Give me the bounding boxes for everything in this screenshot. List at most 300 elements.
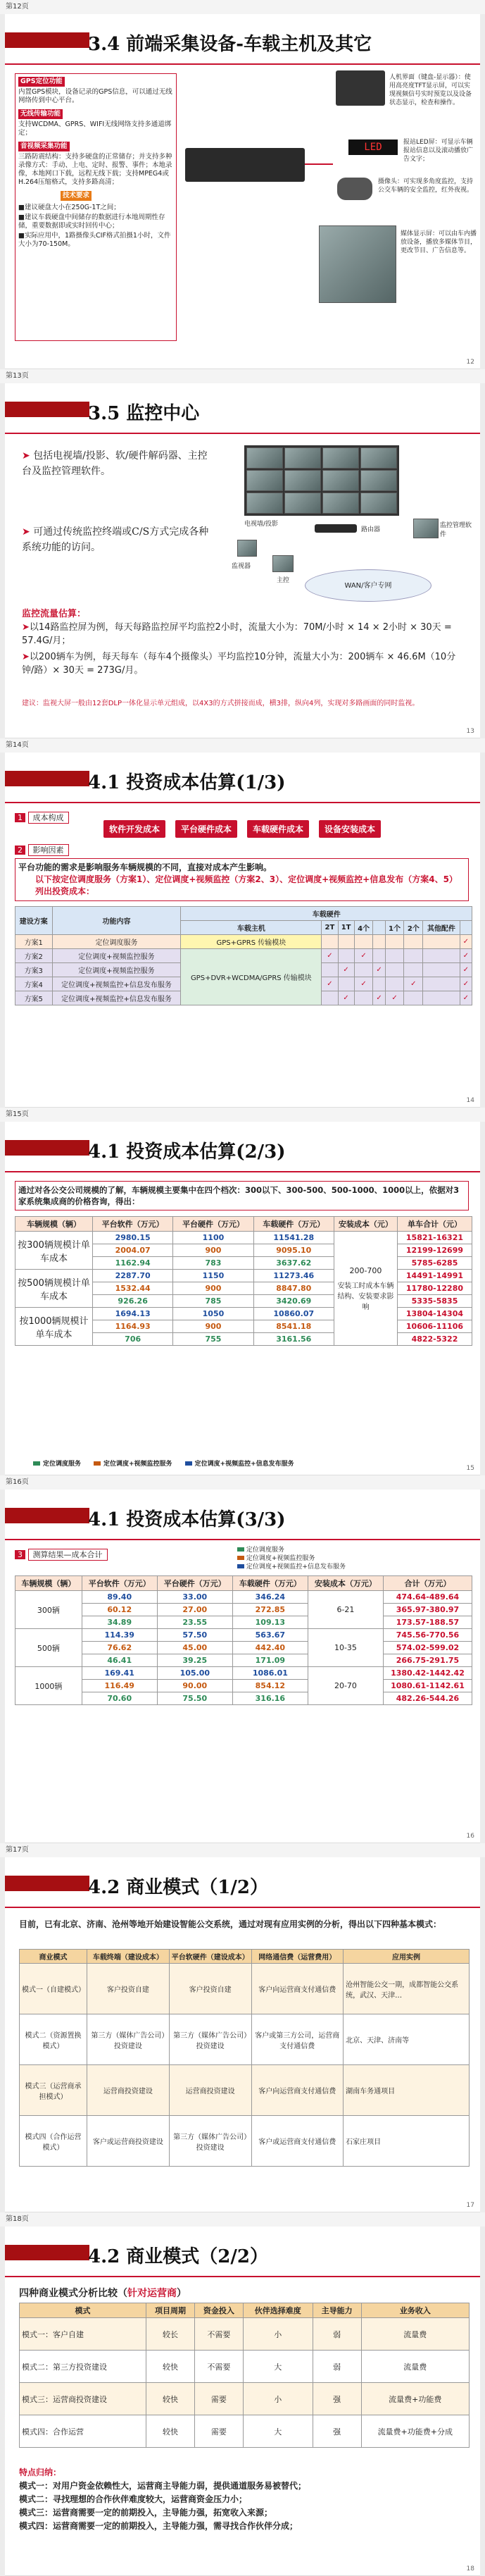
cell: 346.24	[232, 1591, 308, 1604]
cell: 9095.10	[253, 1244, 334, 1257]
total-cost-table	[15, 1575, 472, 1705]
col-plan: 建设方案	[15, 907, 53, 935]
cell: 114.39	[82, 1629, 157, 1642]
cell: 926.26	[93, 1295, 173, 1308]
legend-item	[94, 1459, 172, 1468]
tech-bullet-3	[18, 232, 173, 249]
table-row	[20, 2351, 470, 2383]
table-row	[15, 935, 472, 949]
subtitle-text: 四种商业模式分析比较（	[19, 2288, 127, 2299]
page-label-18: 第18页	[0, 2212, 485, 2227]
cell: 27.00	[157, 1604, 232, 1616]
group-name: 500辆	[15, 1629, 82, 1667]
title-bar	[5, 1508, 89, 1523]
table-row	[20, 2116, 470, 2167]
plan-name: 方案4	[15, 977, 53, 991]
plan-name: 方案1	[15, 935, 53, 949]
cell: 需要	[194, 2383, 243, 2415]
number-2-badge: 2	[15, 846, 25, 855]
cell: 北京、天津、济南等	[344, 2014, 470, 2065]
cell: 3161.56	[253, 1333, 334, 1346]
wireless-title: 无线传输功能	[18, 109, 63, 119]
install-note: 安装工时成本车辆结构、安装要求影响	[337, 1282, 394, 1311]
cell: 563.67	[232, 1629, 308, 1642]
bullet-1	[22, 448, 212, 479]
col-extra	[460, 921, 472, 935]
cell: 272.85	[232, 1604, 308, 1616]
col-scale: 车辆规模（辆）	[15, 1576, 82, 1591]
cell: 客户或运营商投资建设	[87, 2116, 170, 2167]
cell: 706	[93, 1333, 173, 1346]
cell: 较快	[146, 2383, 195, 2415]
cell: 33.00	[157, 1591, 232, 1604]
check-mark: ✓	[460, 935, 472, 949]
cell: 客户或第三方公司，运营商支付通信费	[251, 2014, 344, 2065]
table-row	[15, 1232, 472, 1244]
plan-host: GPS+GPRS 传输模块	[181, 935, 322, 949]
cell: 模式四（合作运营模式）	[20, 2116, 87, 2167]
check-mark: ✓	[338, 991, 354, 1005]
bullet-icon: ■	[18, 232, 25, 240]
bullet-text: 可通过传统监控终端或C/S方式完成各种系统功能的访问。	[22, 526, 209, 553]
group-name: 按1000辆规模计单车成本	[15, 1308, 93, 1346]
led-screen: LED	[348, 140, 398, 155]
feature-line: 模式一：对用户资金依赖性大，运营商主导能力弱，提供通道服务易被替代；	[19, 2481, 307, 2491]
slide-title: 4.2 商业模式（2/2）	[88, 2246, 268, 2267]
cost-pill-platform-hw: 平台硬件成本	[175, 820, 237, 838]
cell: 70.60	[82, 1692, 157, 1705]
check-mark: ✓	[460, 977, 472, 991]
cell: 10860.07	[253, 1308, 334, 1320]
title-bar	[5, 771, 89, 786]
cell: 大	[243, 2415, 313, 2448]
router-device	[315, 524, 357, 533]
legend-item	[185, 1459, 294, 1468]
title-bar	[5, 32, 89, 48]
cell: 5785-6285	[397, 1257, 472, 1270]
cell: 4822-5322	[397, 1333, 472, 1346]
cell: 强	[313, 2415, 361, 2448]
cell: 1532.44	[93, 1282, 173, 1295]
plan-function: 定位调度+视频监控+信息发布服务	[52, 977, 181, 991]
suggestion: 建议：监视大屏一般由12套DLP一体化显示单元组成，以4X3的方式拼接而成，横3排，纵向4列，实现对多路画面的同时监视。	[22, 700, 420, 707]
page-label-15: 第15页	[0, 1108, 485, 1122]
arrow-bullet-icon: ➤	[22, 622, 30, 633]
cell: 90.00	[157, 1680, 232, 1692]
cell: 109.13	[232, 1616, 308, 1629]
slide-13	[5, 383, 480, 738]
cell: 客户向运营商支付通信费	[251, 1964, 344, 2014]
flow-item-1	[22, 621, 465, 648]
cell: 8847.80	[253, 1282, 334, 1295]
col-vehicle-hw: 车载硬件	[181, 907, 472, 921]
page-label-17: 第17页	[0, 1843, 485, 1857]
install-cell: 20-70	[308, 1667, 383, 1705]
col-disp-2: 2个	[404, 921, 423, 935]
slide-header	[5, 1857, 480, 1908]
col-cam-x	[373, 921, 385, 935]
col-mode: 模式	[20, 2303, 146, 2318]
col-network: 网络通信费（运营费用）	[251, 1950, 344, 1964]
cell: 流量费	[361, 2318, 469, 2351]
col-income: 业务收入	[361, 2303, 469, 2318]
cell: 流量费+功能费+分成	[361, 2415, 469, 2448]
cell: 12199-12699	[397, 1244, 472, 1257]
section-label: 影响因素	[28, 844, 69, 856]
slide-title: 4.1 投资成本估算(2/3)	[88, 1141, 286, 1163]
cell: 316.16	[232, 1692, 308, 1705]
cell: 1162.94	[93, 1257, 173, 1270]
slide-title: 4.1 投资成本估算(1/3)	[88, 772, 286, 793]
cell: 客户投资自建	[87, 1964, 170, 2014]
feature-line: 模式二：寻找理想的合作伙伴难度较大，运营商资金压力小；	[19, 2494, 248, 2504]
tech-bullet-text: 实际应用中，1路摄像头CIF格式拍摄1小时，文件大小为70-150M。	[18, 232, 171, 248]
cell: 266.75-291.75	[383, 1654, 472, 1667]
col-platform-hw: 平台硬件（万元）	[157, 1576, 232, 1591]
bullet-icon: ■	[18, 213, 25, 221]
page-label-16: 第16页	[0, 1475, 485, 1490]
cell: 854.12	[232, 1680, 308, 1692]
cell: 运营商投资建设	[87, 2065, 170, 2116]
group-name: 300辆	[15, 1591, 82, 1629]
slide-15	[5, 1122, 480, 1475]
bullet-2	[22, 524, 212, 555]
cell: 173.57-188.57	[383, 1616, 472, 1629]
cost-pills	[103, 820, 381, 838]
cell: 482.26-544.26	[383, 1692, 472, 1705]
cell: 8541.18	[253, 1320, 334, 1333]
col-cam-4: 4个	[354, 921, 373, 935]
slide-header	[5, 2227, 480, 2277]
subtitle-highlight: 针对运营商	[127, 2288, 177, 2299]
video-wall-label: 电视墙/投影	[244, 521, 279, 528]
cell: 900	[173, 1320, 253, 1333]
col-function: 功能内容	[52, 907, 181, 935]
table-row	[15, 1629, 472, 1642]
page-number: 18	[466, 2565, 474, 2572]
cell: 1380.42-1442.42	[383, 1667, 472, 1680]
cell: 60.12	[82, 1604, 157, 1616]
legend-label: 定位调度+视频监控+信息发布服务	[246, 1563, 346, 1571]
cost-pill-install: 设备安装成本	[319, 820, 381, 838]
plan-function: 定位调度+视频监控+信息发布服务	[52, 991, 181, 1005]
check-mark: ✓	[322, 977, 338, 991]
cell: 171.09	[232, 1654, 308, 1667]
cell: 湖南车务通项目	[344, 2065, 470, 2116]
slide-16	[5, 1490, 480, 1843]
slide-header	[5, 1490, 480, 1540]
table-row	[15, 1654, 472, 1667]
group-name: 1000辆	[15, 1667, 82, 1705]
av-title: 音视频采集功能	[18, 142, 70, 151]
col-install: 安装成本（万元）	[308, 1576, 383, 1591]
cell: 365.97-380.97	[383, 1604, 472, 1616]
video-wall	[244, 445, 399, 516]
cell: 11273.46	[253, 1270, 334, 1282]
col-terminal: 车载终端（建设成本）	[87, 1950, 170, 1964]
comparison-table	[19, 2303, 470, 2448]
install-cell: 6-21	[308, 1591, 383, 1629]
table-row	[20, 2318, 470, 2351]
cell: 474.64-489.64	[383, 1591, 472, 1604]
cell: 较长	[146, 2318, 195, 2351]
check-mark: ✓	[385, 991, 404, 1005]
table-row	[15, 1616, 472, 1629]
cell: 11780-12280	[397, 1282, 472, 1295]
col-lead: 主导能力	[313, 2303, 361, 2318]
cell: 模式一：客户自建	[20, 2318, 146, 2351]
slide-title: 3.4 前端采集设备-车载主机及其它	[88, 34, 372, 55]
table-row	[15, 1270, 472, 1282]
legend	[33, 1459, 294, 1468]
monitor-device	[237, 540, 257, 557]
table-row	[20, 1964, 470, 2014]
cell: 785	[173, 1295, 253, 1308]
cell: 需要	[194, 2415, 243, 2448]
check-mark: ✓	[460, 991, 472, 1005]
install-value: 200-700	[349, 1265, 382, 1275]
cell: 23.55	[157, 1616, 232, 1629]
cell: 45.00	[157, 1642, 232, 1654]
cell: 第三方（媒体广告公司）投资建设	[169, 2014, 251, 2065]
features-title: 特点归纳：	[19, 2467, 62, 2477]
cell: 755	[173, 1333, 253, 1346]
cell: 900	[173, 1282, 253, 1295]
cell: 34.89	[82, 1616, 157, 1629]
tech-bullet-1	[18, 204, 173, 212]
slide-17	[5, 1857, 480, 2212]
cell: 745.56-770.56	[383, 1629, 472, 1642]
page-label-13: 第13页	[0, 369, 485, 383]
cell: 模式二：第三方投资建设	[20, 2351, 146, 2383]
cell: 2980.15	[93, 1232, 173, 1244]
arrow-bullet-icon: ➤	[22, 526, 34, 538]
gps-text: 内置GPS模块，设备记录的GPS信息，可以通过无线网络传到中心平台。	[18, 88, 172, 104]
cell: 第三方（媒体广告公司）投资建设	[169, 2116, 251, 2167]
check-mark: ✓	[460, 949, 472, 963]
table-row	[20, 2014, 470, 2065]
slide-title: 4.2 商业模式（1/2）	[88, 1877, 268, 1898]
cell: 不需要	[194, 2351, 243, 2383]
camera-photo	[337, 178, 372, 200]
plan-function: 定位调度+视频监控服务	[52, 949, 181, 963]
camera-description: 摄像头：可实现多角度监控，支持公交车辆的安全监控，红外夜视。	[378, 178, 474, 194]
section-cost-composition	[15, 812, 69, 823]
flow-box	[22, 607, 465, 677]
plan-function: 定位调度服务	[52, 935, 181, 949]
number-1-badge: 1	[15, 813, 25, 822]
cell: 较快	[146, 2415, 195, 2448]
page-number: 14	[466, 1097, 474, 1104]
col-hdd-2t: 2T	[322, 921, 338, 935]
col-host: 车载主机	[181, 921, 322, 935]
arrow-bullet-icon: ➤	[22, 450, 34, 462]
plans-table	[15, 906, 472, 1005]
cell: 不需要	[194, 2318, 243, 2351]
col-platform: 平台软硬件（建设成本）	[169, 1950, 251, 1964]
intro-text-1: 平台功能的需求是影响服务车辆规模的不同，直接对成本产生影响。	[18, 862, 272, 872]
col-partner: 伙伴选择难度	[243, 2303, 313, 2318]
flow-item-2	[22, 650, 465, 677]
cell: 1050	[173, 1308, 253, 1320]
col-total: 合计（万元）	[383, 1576, 472, 1591]
legend-item	[237, 1563, 346, 1571]
subtitle-end: ）	[177, 2288, 187, 2299]
slide-header	[5, 14, 480, 65]
col-hdd-1t: 1T	[338, 921, 354, 935]
cell: 169.41	[82, 1667, 157, 1680]
check-mark: ✓	[373, 963, 385, 977]
install-cell: 10-35	[308, 1629, 383, 1667]
check-mark: ✓	[460, 963, 472, 977]
table-row	[15, 1692, 472, 1705]
slide-header	[5, 1122, 480, 1172]
cell: 1164.93	[93, 1320, 173, 1333]
intro-box: 通过对各公交公司规模的了解，车辆规模主要集中在四个档次：300以下、300-500、500-1000、1000以上，依据对3家系统集成商的价格咨询，得出：	[15, 1181, 469, 1210]
plan-host: GPS+DVR+WCDMA/GPRS 传输模块	[181, 949, 322, 1005]
keyboard-display	[336, 70, 385, 106]
av-text: 三路防震结构：支持多硬盘的正常储存；并支持多种录像方式：手动、上电、定时、报警、事件；本地录像，本地网口下载，远程无线下载；支持MPEG4或H.264压缩格式，支持多路高清；	[18, 153, 172, 186]
cell: 模式四：合作运营	[20, 2415, 146, 2448]
col-scale: 车辆规模（辆）	[15, 1217, 93, 1232]
table-row	[20, 2415, 470, 2448]
cell: 11541.28	[253, 1232, 334, 1244]
cell: 3637.62	[253, 1257, 334, 1270]
monitor-label: 监视器	[232, 563, 251, 570]
col-cycle: 项目周期	[146, 2303, 195, 2318]
hmi-description: 人机界面（键盘-显示器）：使用高亮度TFT显示屏，可以实现视频信号实时预览以及设备状态显示，检查和操作。	[389, 74, 472, 106]
unit-cost-table	[15, 1216, 472, 1346]
cell: 小	[243, 2383, 313, 2415]
page-number: 13	[466, 728, 474, 735]
plan-name: 方案5	[15, 991, 53, 1005]
col-vehicle-hw: 车载硬件（万元）	[232, 1576, 308, 1591]
slide-header	[5, 753, 480, 803]
cell: 模式一（自建模式）	[20, 1964, 87, 2014]
legend	[237, 1546, 346, 1571]
flow-title: 监控流量估算：	[22, 609, 87, 619]
page-number: 16	[466, 1833, 474, 1840]
cell: 强	[313, 2383, 361, 2415]
bus-interior-photo	[319, 225, 396, 303]
cell: 1100	[173, 1232, 253, 1244]
legend-label: 定位调度+视频监控+信息发布服务	[194, 1461, 294, 1468]
cell: 1086.01	[232, 1667, 308, 1680]
cell: 第三方（媒体广告公司）投资建设	[87, 2014, 170, 2065]
bullet-text: 包括电视墙/投影、软/硬件解码器、主控台及监控管理软件。	[22, 450, 208, 477]
page-number: 12	[466, 359, 474, 366]
tech-title: 技术要求	[61, 191, 92, 201]
section-label: 测算结果—成本合计	[28, 1549, 108, 1561]
slide-14	[5, 753, 480, 1108]
cell: 1080.61-1142.61	[383, 1680, 472, 1692]
table-row	[15, 1667, 472, 1680]
col-total: 单车合计（元）	[397, 1217, 472, 1232]
slide-12	[5, 14, 480, 369]
check-mark: ✓	[322, 949, 338, 963]
cell: 小	[243, 2318, 313, 2351]
router-label: 路由器	[361, 526, 381, 533]
table-row	[15, 1308, 472, 1320]
cell: 模式三（运营商承担模式）	[20, 2065, 87, 2116]
bullet-icon: ■	[18, 204, 25, 211]
cell: 105.00	[157, 1667, 232, 1680]
col-vehicle-hw: 车载硬件（万元）	[253, 1217, 334, 1232]
tech-bullet-text: 建议硬盘大小在250G-1T之间；	[24, 204, 120, 211]
cell: 1694.13	[93, 1308, 173, 1320]
cell: 客户投资自建	[169, 1964, 251, 2014]
cell: 89.40	[82, 1591, 157, 1604]
table-row	[15, 1642, 472, 1654]
cell: 783	[173, 1257, 253, 1270]
wan-cloud	[305, 569, 432, 602]
cell: 900	[173, 1244, 253, 1257]
media-description: 媒体显示屏：可以由车内播放设备，播放多媒体节目，更改节目、广告信息等。	[401, 230, 477, 254]
slide-title: 3.5 监控中心	[88, 403, 200, 424]
col-examples: 应用实例	[344, 1950, 470, 1964]
cell: 46.41	[82, 1654, 157, 1667]
cell: 14491-14991	[397, 1270, 472, 1282]
feature-box	[15, 73, 177, 341]
cost-pill-vehicle-hw: 车载硬件成本	[247, 820, 309, 838]
cell: 75.50	[157, 1692, 232, 1705]
cell: 574.02-599.02	[383, 1642, 472, 1654]
cost-pill-software: 软件开发成本	[103, 820, 165, 838]
cell: 模式二（资源置换模式）	[20, 2014, 87, 2065]
cell: 39.25	[157, 1654, 232, 1667]
plan-function: 定位调度+视频监控服务	[52, 963, 181, 977]
col-disp-1: 1个	[385, 921, 404, 935]
cell: 沧州智能公交一期，成都智能公交系统，武汉、天津…	[344, 1964, 470, 2014]
plan-name: 方案3	[15, 963, 53, 977]
group-name: 按500辆规模计单车成本	[15, 1270, 93, 1308]
compare-subtitle	[19, 2286, 187, 2300]
cell: 石家庄项目	[344, 2116, 470, 2167]
section-label: 成本构成	[28, 812, 69, 824]
vehicle-host-device	[185, 148, 305, 182]
plan-name: 方案2	[15, 949, 53, 963]
table-row	[15, 1591, 472, 1604]
wireless-text: 支持WCDMA、GPRS、WIFI无线网络支持多通道绑定；	[18, 120, 172, 137]
cell: 模式三：运营商投资建设	[20, 2383, 146, 2415]
number-3-badge: 3	[15, 1550, 25, 1559]
cell: 流量费	[361, 2351, 469, 2383]
cell: 1150	[173, 1270, 253, 1282]
cell: 运营商投资建设	[169, 2065, 251, 2116]
cell: 13804-14304	[397, 1308, 472, 1320]
legend-item	[33, 1459, 81, 1468]
page-number: 17	[466, 2202, 474, 2209]
cell: 15821-16321	[397, 1232, 472, 1244]
tech-bullet-text: 建议车载硬盘中间储存的数据进行本地周期性存储，重要数据即或实时回传中心；	[18, 213, 165, 230]
table-row	[20, 2065, 470, 2116]
check-mark: ✓	[354, 949, 373, 963]
business-model-table	[19, 1949, 470, 2167]
arrow-bullet-icon: ➤	[22, 652, 30, 662]
table-row	[20, 2383, 470, 2415]
col-invest: 资金投入	[194, 2303, 243, 2318]
cell: 大	[243, 2351, 313, 2383]
legend-label: 定位调度服务	[43, 1461, 82, 1468]
check-mark: ✓	[373, 991, 385, 1005]
cell: 5335-5835	[397, 1295, 472, 1308]
table-row	[15, 949, 472, 963]
col-other: 其他配件	[423, 921, 460, 935]
slide-18	[5, 2227, 480, 2576]
page-number: 15	[466, 1465, 474, 1472]
title-bar	[5, 1140, 89, 1156]
section-result	[15, 1549, 108, 1560]
